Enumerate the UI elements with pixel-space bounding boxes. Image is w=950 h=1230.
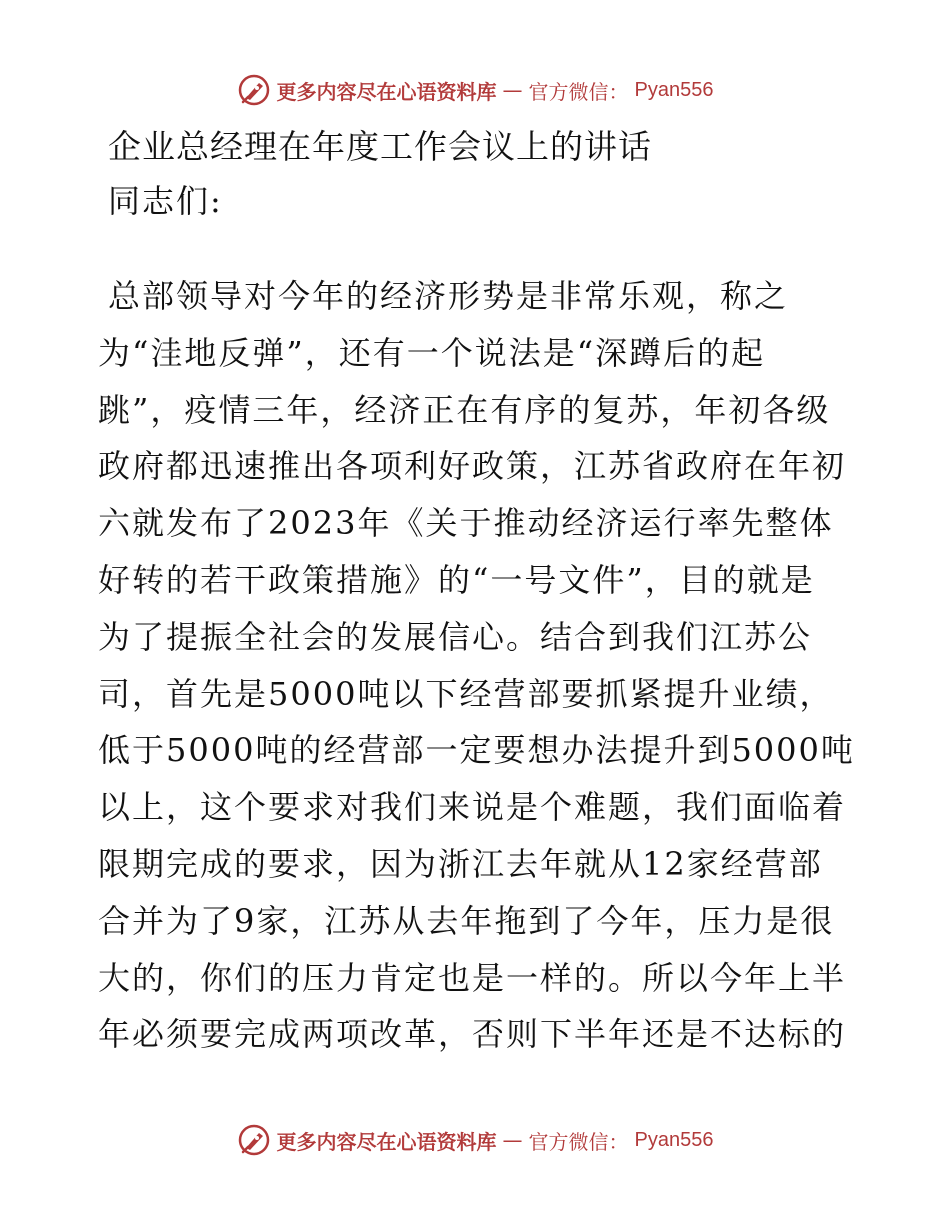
body-line: 跳”，疫情三年，经济正在有序的复苏，年初各级 [98,390,831,429]
document-body [98,268,858,1063]
watermark-wechat-id: Pyan556 [634,1128,714,1151]
watermark-library-text: 更多内容尽在心语资料库 [276,79,497,104]
body-line: 以上，这个要求对我们来说是个难题，我们面临着 [98,788,847,827]
body-line: 六就发布了2023年《关于推动经济运行率先整体 [98,504,834,543]
body-line: 好转的若干政策措施》的“一号文件”，目的就是 [98,560,815,599]
body-line: 为“洼地反弹”，还有一个说法是“深蹲后的起 [98,333,766,372]
body-line: 年必须要完成两项改革，否则下半年还是不达标的 [98,1015,847,1054]
watermark-official-label: 官方微信： [528,1129,629,1154]
watermark-separator: — [502,1128,523,1152]
footer-watermark [0,1120,950,1160]
pen-nib-circle-icon [237,73,271,107]
watermark-separator: — [502,78,523,102]
document-title: 企业总经理在年度工作会议上的讲话 [108,127,652,166]
body-line: 大的，你们的压力肯定也是一样的。所以今年上半 [98,958,847,997]
watermark-official-label: 官方微信： [528,79,629,104]
body-line: 政府都迅速推出各项利好政策，江苏省政府在年初 [98,447,847,486]
body-line: 司，首先是5000吨以下经营部要抓紧提升业绩， [98,674,834,713]
body-line: 为了提振全社会的发展信心。结合到我们江苏公 [98,617,813,656]
watermark-library-text: 更多内容尽在心语资料库 [276,1129,497,1154]
body-line: 合并为了9家，江苏从去年拖到了今年，压力是很 [98,901,835,940]
body-line: 总部领导对今年的经济形势是非常乐观，称之 [108,277,789,315]
pen-nib-circle-icon [237,1123,271,1157]
body-line: 限期完成的要求，因为浙江去年就从12家经营部 [98,844,823,883]
body-line: 低于5000吨的经营部一定要想办法提升到5000吨 [98,731,855,770]
watermark-wechat-id: Pyan556 [634,78,714,101]
header-watermark [0,70,950,110]
document-salutation: 同志们: [108,182,223,220]
